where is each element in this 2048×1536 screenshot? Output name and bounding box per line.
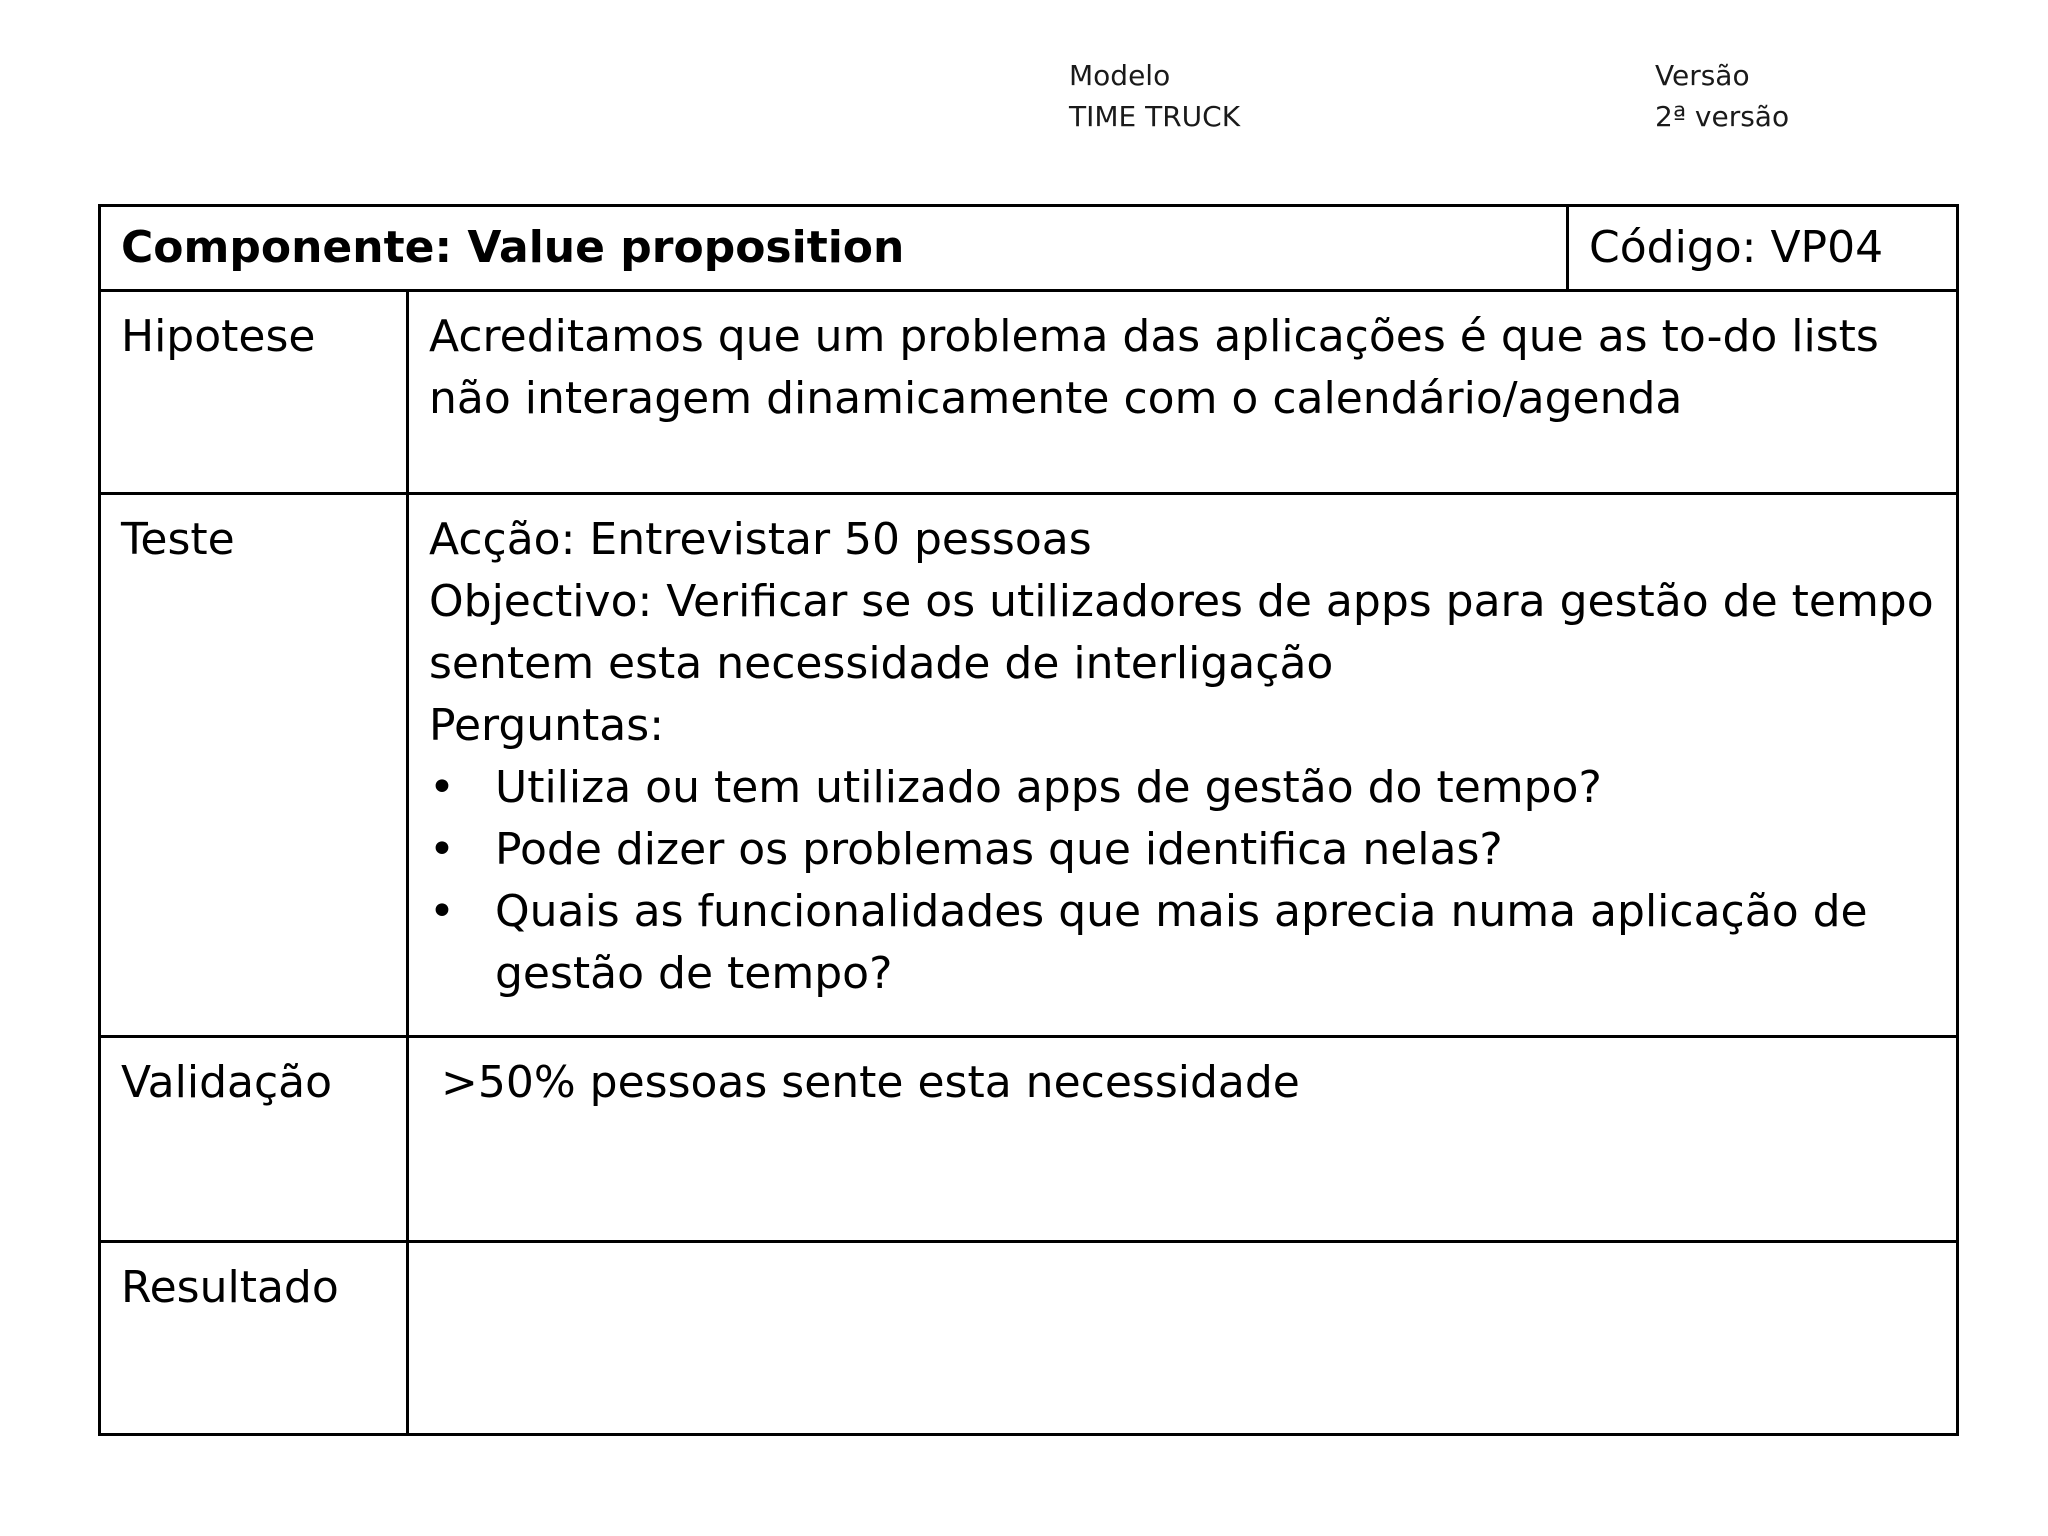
question-text: Pode dizer os problemas que identifica nelas? bbox=[495, 824, 1503, 875]
list-item bbox=[429, 819, 1936, 881]
component-code: Código: VP04 bbox=[1568, 206, 1958, 291]
version-label: Versão bbox=[1655, 59, 1750, 92]
test-label: Teste bbox=[100, 494, 408, 1037]
model-label: Modelo bbox=[1069, 59, 1171, 92]
bullet-icon: • bbox=[429, 824, 455, 875]
model-value: TIME TRUCK bbox=[1069, 100, 1241, 133]
test-content bbox=[408, 494, 1958, 1037]
result-text bbox=[408, 1242, 1958, 1435]
test-questions-label: Perguntas: bbox=[429, 700, 665, 751]
hypothesis-label: Hipotese bbox=[100, 291, 408, 494]
version-info bbox=[1655, 55, 1789, 137]
result-row bbox=[100, 1242, 1958, 1435]
bullet-icon: • bbox=[429, 886, 455, 937]
component-title: Componente: Value proposition bbox=[100, 206, 1568, 291]
card-header-row bbox=[100, 206, 1958, 291]
question-text: Utiliza ou tem utilizado apps de gestão do tempo? bbox=[495, 762, 1602, 813]
test-objective: Objectivo: Verificar se os utilizadores de apps para gestão de tempo sentem esta necessidade de interligação bbox=[429, 576, 1934, 689]
validation-row bbox=[100, 1037, 1958, 1242]
hypothesis-text: Acreditamos que um problema das aplicações é que as to-do lists não interagem dinamicamente com o calendário/agenda bbox=[408, 291, 1958, 494]
validation-text: >50% pessoas sente esta necessidade bbox=[441, 1057, 1300, 1108]
list-item bbox=[429, 881, 1936, 1005]
bullet-icon: • bbox=[429, 762, 455, 813]
hypothesis-card-table bbox=[98, 204, 1959, 1436]
question-text: Quais as funcionalidades que mais aprecia numa aplicação de gestão de tempo? bbox=[495, 886, 1868, 999]
validation-cell bbox=[408, 1037, 1958, 1242]
test-action: Acção: Entrevistar 50 pessoas bbox=[429, 514, 1092, 565]
model-info bbox=[1069, 55, 1240, 137]
test-questions-list bbox=[429, 757, 1936, 1005]
hypothesis-row bbox=[100, 291, 1958, 494]
validation-label: Validação bbox=[100, 1037, 408, 1242]
version-value: 2ª versão bbox=[1655, 100, 1790, 133]
list-item bbox=[429, 757, 1936, 819]
result-label: Resultado bbox=[100, 1242, 408, 1435]
test-row bbox=[100, 494, 1958, 1037]
